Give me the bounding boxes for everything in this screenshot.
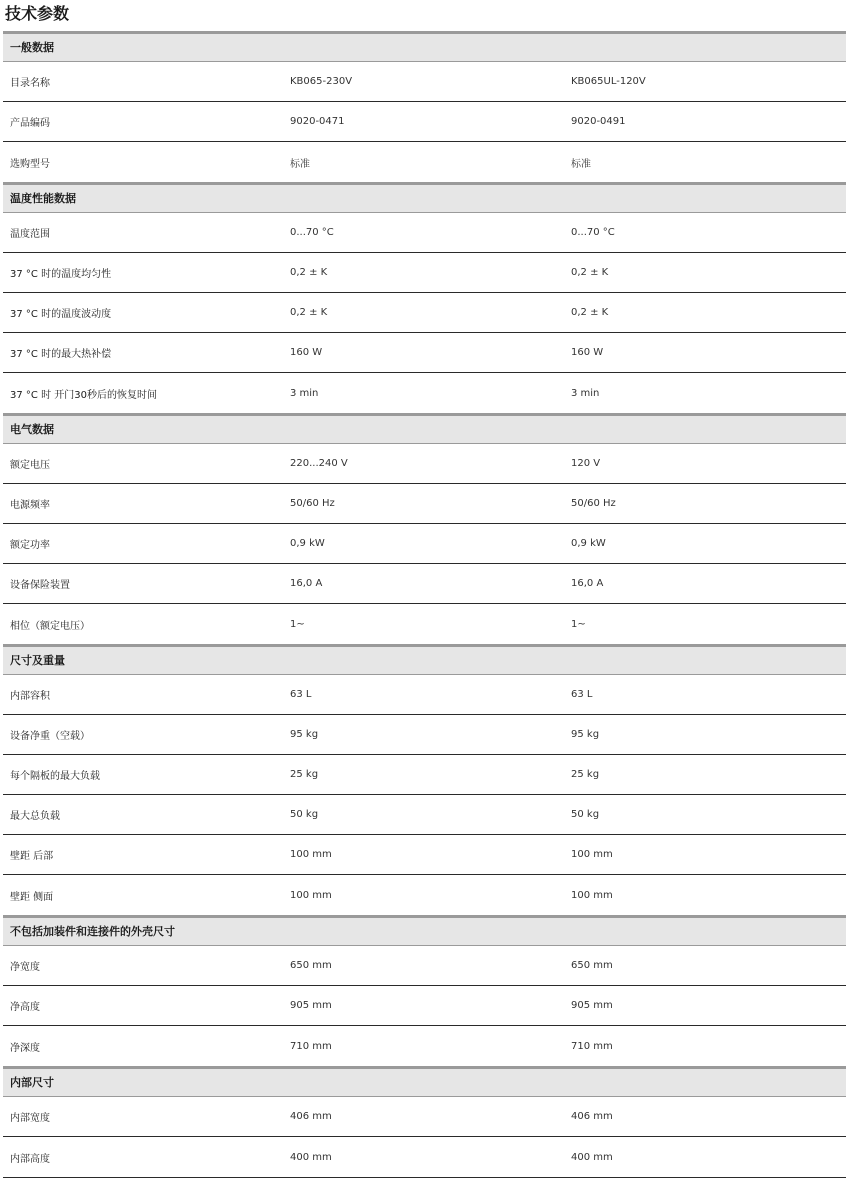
value-model-230v: 3 min	[290, 387, 319, 399]
table-row	[3, 62, 846, 102]
value-model-230v: 905 mm	[290, 1000, 332, 1011]
row-label: 净深度	[10, 1042, 40, 1054]
table-row	[3, 142, 846, 182]
row-label: 壁距 后部	[10, 851, 54, 862]
value-model-120v: 1~	[571, 618, 586, 630]
value-model-230v: 160 W	[290, 347, 323, 358]
value-model-230v: 50 kg	[290, 809, 319, 820]
value-model-120v: 标准	[571, 158, 591, 170]
row-label: 相位（额定电压）	[10, 620, 90, 632]
row-label: 设备净重（空载）	[10, 731, 90, 742]
table-row	[3, 1137, 846, 1177]
table-row	[3, 373, 846, 413]
value-model-120v: 50 kg	[571, 809, 600, 820]
section-header: 温度性能数据	[3, 182, 846, 213]
table-row	[3, 715, 846, 755]
table-row	[3, 293, 846, 333]
value-model-120v: 25 kg	[571, 769, 600, 780]
value-model-230v: 25 kg	[290, 769, 319, 780]
value-model-120v: 3 min	[571, 387, 600, 399]
section-header: 不包括加装件和连接件的外壳尺寸	[3, 915, 846, 946]
value-model-120v: 9020-0491	[571, 116, 626, 127]
table-row	[3, 484, 846, 524]
value-model-120v: 0,2 ± K	[571, 267, 609, 278]
value-model-120v: 63 L	[571, 689, 593, 700]
value-model-120v: 95 kg	[571, 729, 600, 740]
row-label: 37 °C 时的最大热补偿	[10, 349, 112, 360]
row-label: 额定电压	[10, 460, 50, 471]
table-row	[3, 986, 846, 1026]
table-row	[3, 1026, 846, 1066]
table-row	[3, 835, 846, 875]
value-model-120v: KB065UL-120V	[571, 76, 646, 87]
value-model-230v: 63 L	[290, 689, 312, 700]
value-model-230v: 50/60 Hz	[290, 498, 335, 509]
table-row	[3, 875, 846, 915]
table-row	[3, 333, 846, 373]
table-row	[3, 253, 846, 293]
section-header: 内部尺寸	[3, 1066, 846, 1097]
table-row	[3, 795, 846, 835]
value-model-230v: 400 mm	[290, 1151, 332, 1163]
value-model-120v: 710 mm	[571, 1040, 613, 1052]
row-label: 额定功率	[10, 540, 50, 551]
value-model-230v: 100 mm	[290, 849, 332, 860]
table-row	[3, 755, 846, 795]
value-model-120v: 16,0 A	[571, 578, 604, 589]
row-label: 内部容积	[10, 691, 50, 702]
row-label: 温度范围	[10, 229, 50, 240]
value-model-120v: 160 W	[571, 347, 604, 358]
row-label: 37 °C 时的温度均匀性	[10, 269, 112, 280]
row-label: 37 °C 时 开门30秒后的恢复时间	[10, 389, 157, 401]
row-label: 目录名称	[10, 78, 50, 89]
table-row	[3, 524, 846, 564]
row-label: 设备保险装置	[10, 580, 70, 591]
row-label: 产品编码	[10, 118, 50, 129]
table-bottom-rule	[3, 1177, 846, 1178]
value-model-230v: 650 mm	[290, 960, 332, 971]
value-model-230v: 0,9 kW	[290, 538, 325, 549]
row-label: 净宽度	[10, 962, 40, 973]
table-row	[3, 1097, 846, 1137]
value-model-120v: 50/60 Hz	[571, 498, 616, 509]
value-model-230v: 16,0 A	[290, 578, 323, 589]
value-model-230v: 710 mm	[290, 1040, 332, 1052]
value-model-230v: 95 kg	[290, 729, 319, 740]
row-label: 选购型号	[10, 158, 50, 170]
value-model-230v: 0,2 ± K	[290, 267, 328, 278]
table-row	[3, 675, 846, 715]
row-label: 净高度	[10, 1002, 40, 1013]
value-model-120v: 0,9 kW	[571, 538, 606, 549]
value-model-230v: 0...70 °C	[290, 227, 334, 238]
value-model-120v: 650 mm	[571, 960, 613, 971]
value-model-230v: 220...240 V	[290, 458, 348, 469]
value-model-230v: 1~	[290, 618, 305, 630]
value-model-120v: 100 mm	[571, 889, 613, 901]
table-row	[3, 564, 846, 604]
value-model-120v: 400 mm	[571, 1151, 613, 1163]
value-model-230v: 标准	[290, 158, 310, 170]
row-label: 壁距 侧面	[10, 891, 54, 903]
value-model-230v: 100 mm	[290, 889, 332, 901]
value-model-120v: 0...70 °C	[571, 227, 615, 238]
row-label: 37 °C 时的温度波动度	[10, 309, 112, 320]
table-row	[3, 102, 846, 142]
table-row	[3, 604, 846, 644]
page-title: 技术参数	[5, 4, 70, 23]
value-model-120v: 905 mm	[571, 1000, 613, 1011]
section-header: 尺寸及重量	[3, 644, 846, 675]
value-model-120v: 0,2 ± K	[571, 307, 609, 318]
row-label: 电源频率	[10, 500, 50, 511]
value-model-230v: KB065-230V	[290, 76, 353, 87]
value-model-230v: 0,2 ± K	[290, 307, 328, 318]
section-header: 电气数据	[3, 413, 846, 444]
row-label: 内部宽度	[10, 1113, 50, 1124]
row-label: 内部高度	[10, 1153, 50, 1165]
value-model-230v: 406 mm	[290, 1111, 332, 1122]
table-row	[3, 444, 846, 484]
value-model-120v: 406 mm	[571, 1111, 613, 1122]
section-header: 一般数据	[3, 31, 846, 62]
table-row	[3, 946, 846, 986]
value-model-120v: 100 mm	[571, 849, 613, 860]
row-label: 每个隔板的最大负载	[10, 771, 100, 782]
table-row	[3, 213, 846, 253]
value-model-230v: 9020-0471	[290, 116, 345, 127]
value-model-120v: 120 V	[571, 458, 601, 469]
spec-table	[3, 31, 846, 1177]
row-label: 最大总负载	[10, 811, 60, 822]
